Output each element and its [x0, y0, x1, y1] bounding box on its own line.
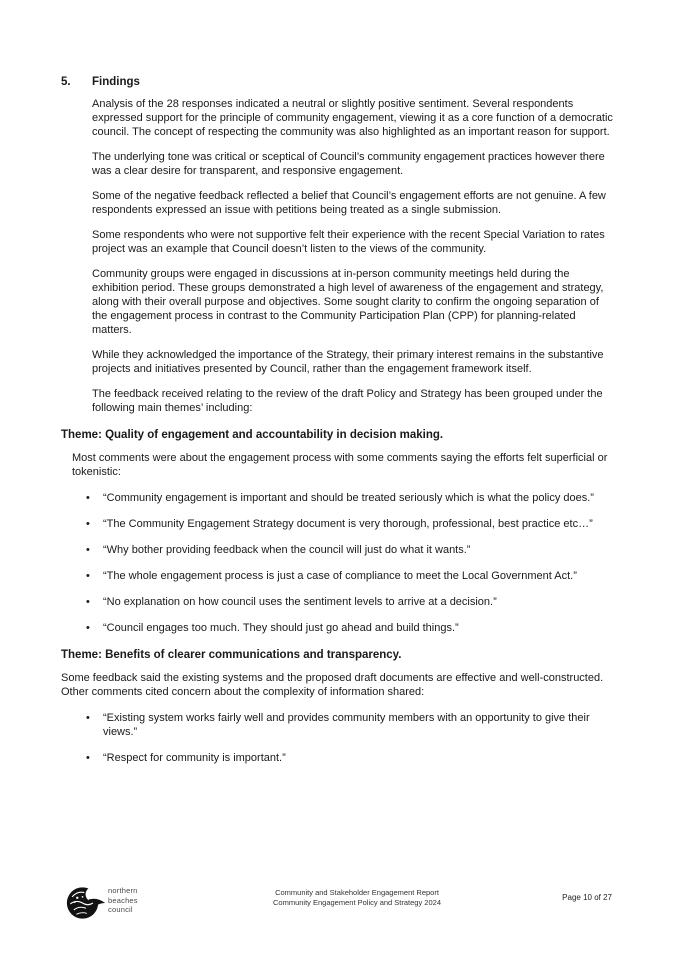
- quote-text: “Respect for community is important.”: [103, 752, 286, 764]
- quote-list-communications: [61, 711, 613, 765]
- page-number: Page 10 of 27: [562, 893, 612, 902]
- quote-text: “No explanation on how council uses the sentiment levels to arrive at a decision.”: [103, 596, 497, 608]
- footer-title-line-1: Community and Stakeholder Engagement Report: [275, 888, 439, 897]
- quote-item: [61, 595, 613, 609]
- bullet-icon: •: [86, 622, 90, 634]
- wordmark-line: northern: [108, 886, 138, 895]
- bullet-icon: •: [86, 518, 90, 530]
- theme-heading-quality: Theme: Quality of engagement and accountability in decision making.: [61, 429, 444, 441]
- quote-text: “Council engages too much. They should just go ahead and build things.”: [103, 622, 459, 634]
- quote-item: [61, 751, 613, 765]
- page-footer: [0, 880, 675, 930]
- paragraph-7: The feedback received relating to the review of the draft Policy and Strategy has been grouped under the following main themes’ including:: [92, 388, 603, 414]
- quote-text: “Why bother providing feedback when the council will just do what it wants.”: [103, 544, 471, 556]
- quote-text: “The whole engagement process is just a case of compliance to meet the Local Government Act.”: [103, 570, 577, 582]
- theme-intro-communications: Some feedback said the existing systems and the proposed draft documents are effective and well-constructed. Other comments cited concern about the complexity of information shared:: [61, 672, 604, 698]
- bullet-icon: •: [86, 492, 90, 504]
- quote-item: [61, 569, 613, 583]
- bullet-icon: •: [86, 712, 90, 724]
- theme-heading-communications: Theme: Benefits of clearer communications and transparency.: [61, 649, 402, 661]
- bullet-icon: •: [86, 544, 90, 556]
- quote-item: [61, 491, 613, 505]
- section-title: Findings: [92, 76, 140, 88]
- theme-intro-quality: Most comments were about the engagement process with some comments saying the efforts felt superficial or tokenistic:: [72, 452, 608, 478]
- quote-item: [61, 711, 613, 739]
- page-content: [61, 75, 613, 777]
- paragraph-6: While they acknowledged the importance of the Strategy, their primary interest remains in the substantive projects and initiatives presented by Council, rather than the engagement framework itself.: [92, 349, 604, 375]
- wordmark-line: beaches: [108, 895, 138, 905]
- bullet-icon: •: [86, 570, 90, 582]
- bullet-icon: •: [86, 752, 90, 764]
- bullet-icon: •: [86, 596, 90, 608]
- quote-item: [61, 517, 613, 531]
- paragraph-1: Analysis of the 28 responses indicated a neutral or slightly positive sentiment. Several respondents expressed support for the principle of community engagement, viewing it as a core function of a democratic council. The concept of respecting the community was also highlighted as an important reason for support.: [92, 98, 613, 138]
- paragraph-4: Some respondents who were not supportive felt their experience with the recent Special Variation to rates project was an example that Council doesn’t listen to the views of the community.: [92, 229, 605, 255]
- quote-list-quality: [61, 491, 613, 635]
- wordmark-line: council: [108, 905, 133, 914]
- paragraph-3: Some of the negative feedback reflected a belief that Council’s engagement efforts are not genuine. A few respondents expressed an issue with petitions being treated as a single submission.: [92, 190, 606, 216]
- footer-title-line-2: Community Engagement Policy and Strategy 2024: [272, 897, 441, 907]
- quote-text: “The Community Engagement Strategy document is very thorough, professional, best practice etc…”: [103, 518, 593, 530]
- paragraph-2: The underlying tone was critical or sceptical of Council’s community engagement practices however there was a clear desire for transparent, and responsive engagement.: [92, 151, 605, 177]
- quote-text: “Community engagement is important and should be treated seriously which is what the policy does.”: [103, 492, 594, 504]
- quote-text: “Existing system works fairly well and provides community members with an opportunity to give their views.”: [103, 712, 590, 738]
- quote-item: [61, 543, 613, 557]
- quote-item: [61, 621, 613, 635]
- section-heading: [61, 75, 613, 89]
- paragraph-5: Community groups were engaged in discussions at in-person community meetings held during the exhibition period. These groups demonstrated a high level of awareness of the engagement and strategy, along with their overall purpose and objectives. Some sought clarity to confirm the ongoing separation of the engagement process in contrast to the Community Participation Plan (CPP) for planning-related matters.: [92, 268, 604, 336]
- section-number: 5.: [61, 76, 71, 88]
